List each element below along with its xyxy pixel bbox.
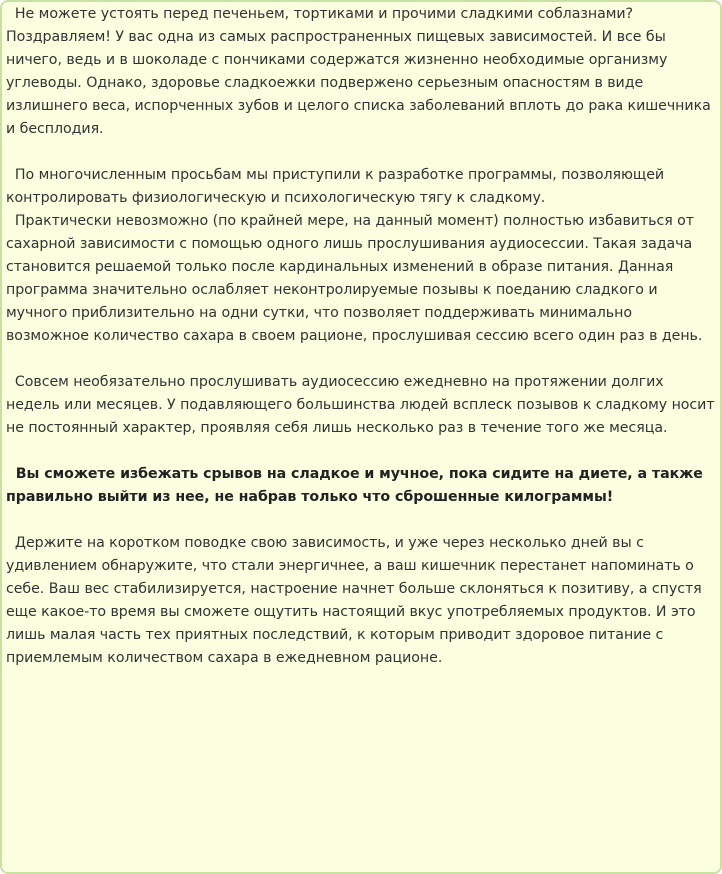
paragraph-limitations: Практически невозможно (по крайней мере, на данный момент) полностью избавиться от сахарной зависимости с помощью одного лишь прослушивания аудиосессии. Такая задача становится решаемой только после кардинальных изменений в образе питания. Данная программа значительно ослабляет неконтролируемые позывы к поеданию сладкого и мучного приблизительно на одни сутки, что позволяет поддерживать минимально возможное количество сахара в своем рационе, прослушивая сессию всего один раз в день.: [6, 213, 703, 344]
paragraph-spacer: [6, 141, 718, 164]
paragraph-intro: Не можете устоять перед печеньем, тортиками и прочими сладкими соблазнами? Поздравляем! У вас одна из самых распространенных пищевых зависимостей. И все бы ничего, ведь и в шоколаде с пончиками содержатся жизненно необходимые организму углеводы. Однако, здоровье сладкоежки подвержено серьезным опасностям в виде излишнего веса, испорченных зубов и целого списка заболеваний вплоть до рака кишечника и бесплодия.: [6, 6, 711, 137]
article-content: [6, 3, 718, 670]
paragraph-spacer: [6, 440, 718, 463]
paragraph-spacer: [6, 348, 718, 371]
paragraph-program: По многочисленным просьбам мы приступили к разработке программы, позволяющей контролировать физиологическую и психологическую тягу к сладкому.: [6, 167, 665, 206]
paragraph-spacer: [6, 509, 718, 532]
paragraph-highlight: Вы сможете избежать срывов на сладкое и мучное, пока сидите на диете, а также правильно выйти из нее, не набрав только что сброшенные килограммы!: [6, 466, 703, 505]
paragraph-frequency: Совсем необязательно прослушивать аудиосессию ежедневно на протяжении долгих недель или месяцев. У подавляющего большинства людей всплеск позывов к сладкому носит не постоянный характер, проявляя себя лишь несколько раз в течение того же месяца.: [6, 374, 715, 436]
paragraph-benefits: Держите на коротком поводке свою зависимость, и уже через несколько дней вы с удивлением обнаружите, что стали энергичнее, а ваш кишечник перестанет напоминать о себе. Ваш вес стабилизируется, настроение начнет больше склоняться к позитиву, а спустя еще какое-то время вы сможете ощутить настоящий вкус употребляемых продуктов. И это лишь малая часть тех приятных последствий, к которым приводит здоровое питание с приемлемым количеством сахара в ежедневном рационе.: [6, 535, 702, 666]
